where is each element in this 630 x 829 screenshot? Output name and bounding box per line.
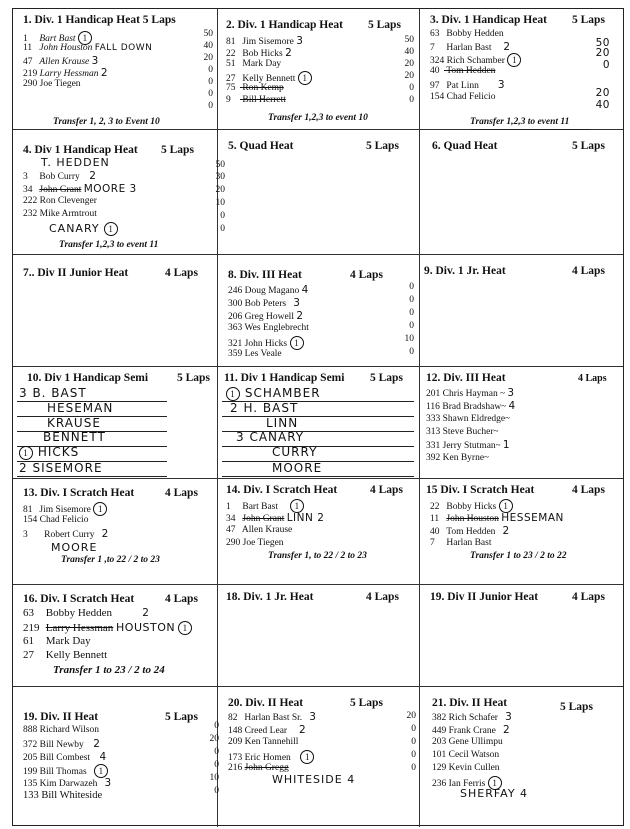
racer-row: 246 Doug Magano 4 — [228, 284, 309, 296]
handwritten-name: SHERFAY 4 — [460, 787, 529, 800]
event-4-cell — [13, 130, 225, 255]
points: 50 — [215, 160, 225, 170]
event-9-cell — [420, 255, 623, 367]
laps-label: 5 Laps — [165, 711, 198, 723]
racer-row: 219 Larry Hessman 2 — [23, 67, 109, 79]
transfer-note: Transfer 1, to 22 / 2 to 23 — [268, 551, 367, 561]
transfer-note: Transfer 1 to 23 / 2 to 24 — [53, 664, 165, 676]
racer-row: 133 Bill Whiteside — [23, 790, 103, 801]
racer-row: 75 Ron Kemp — [226, 83, 284, 93]
handwritten-note: 2 — [100, 67, 109, 79]
event-title: 12. Div. III Heat — [426, 372, 506, 384]
points: 0 — [220, 224, 225, 234]
laps-label: 4 Laps — [350, 269, 383, 281]
place-circle: 1 — [507, 53, 521, 67]
points: 0 — [208, 77, 213, 87]
racer-row: 81 Jim Sisemore 1 — [23, 502, 107, 516]
handwritten-name: MOORE — [51, 541, 98, 554]
event-title: 15 Div. I Scratch Heat — [426, 484, 535, 496]
semi-entry: BENNETT — [43, 430, 106, 444]
laps-label: 4 Laps — [572, 484, 605, 496]
racer-row: 63 Bobby Hedden 2 — [23, 607, 150, 619]
semi-entry: 1 SCHAMBER — [226, 386, 321, 401]
event-15-cell — [420, 479, 623, 585]
racer-row: 82 Harlan Bast Sr. 3 — [228, 711, 317, 723]
semi-entry: LINN — [266, 416, 299, 430]
handwritten-note: 2 — [101, 528, 109, 540]
racer-row: 27 Kelly Bennett 1 — [226, 71, 312, 85]
event-title: 20. Div. II Heat — [228, 697, 304, 709]
handwritten-note: 3 — [497, 79, 506, 91]
place-circle: 1 — [94, 764, 108, 778]
handwritten-note: HOUSTON — [116, 621, 176, 634]
points: 20 — [215, 185, 225, 195]
handwritten-note: HESSEMAN — [501, 512, 564, 524]
semi-entry: MOORE — [272, 461, 323, 475]
place-circle: 1 — [226, 387, 240, 401]
handwritten-note: LINN 2 — [286, 512, 325, 524]
event-title: 1. Div. 1 Handicap Heat 5 Laps — [23, 14, 176, 26]
racer-row: 3 Bob Curry 2 — [23, 170, 97, 182]
points: 0 — [409, 83, 414, 93]
racer-row: 81 Jim Sisemore 3 — [226, 35, 304, 47]
handwritten-name: CANARY 1 — [49, 222, 118, 236]
event-8-cell — [218, 255, 420, 367]
points: 20 — [404, 59, 414, 69]
points: 0 — [409, 347, 414, 357]
underline — [222, 476, 414, 477]
racer-row: 232 Mike Armtrout — [23, 209, 97, 219]
laps-label: 4 Laps — [370, 484, 403, 496]
racer-row: 7 Harlan Bast 2 — [430, 41, 511, 53]
racer-row: 3 Robert Curry 2 — [23, 528, 109, 540]
points: 0 — [411, 750, 416, 760]
event-19-cell — [13, 687, 218, 827]
handwritten-note: 4 — [508, 400, 516, 412]
racer-row: 290 Joe Tiegen — [226, 538, 284, 548]
event-2-cell — [218, 9, 420, 130]
racer-row: 154 Chad Felicio — [23, 515, 89, 525]
semi-entry: KRAUSE — [47, 416, 101, 430]
event-6-cell — [420, 130, 623, 255]
laps-label: 4 Laps — [165, 593, 198, 605]
handwritten-note: 2 — [93, 738, 101, 750]
racer-row: 203 Gene Ullimpu — [432, 737, 503, 747]
laps-label: 5 Laps — [572, 14, 605, 26]
racer-row: 888 Richard Wilson — [23, 725, 99, 735]
racer-row: 449 Frank Crane 2 — [432, 724, 511, 736]
racer-row: 47 Allen Krause 3 — [23, 55, 99, 67]
racer-row: 40 Tom Hedden — [430, 66, 496, 76]
event-title: 19. Div. II Heat — [23, 711, 99, 723]
semi-entry: CURRY — [272, 445, 318, 459]
event-18-cell — [218, 585, 420, 687]
place-circle: 1 — [178, 621, 192, 635]
racer-row: 219 Larry Hessman HOUSTON 1 — [23, 621, 192, 635]
event-title: 3. Div. 1 Handicap Heat — [430, 14, 547, 26]
handwritten-note: 1 — [502, 439, 511, 451]
place-circle: 1 — [290, 336, 304, 350]
racer-row: 40 Tom Hedden 2 — [430, 525, 510, 537]
racer-row: 359 Les Veale — [228, 349, 282, 359]
racer-row: 216 John Gregg — [228, 763, 289, 773]
handwritten-note: 3 — [505, 711, 513, 723]
racer-row: 236 Ian Ferris 1 — [432, 776, 502, 790]
semi-entry: HESEMAN — [47, 401, 114, 415]
racer-row: 1 Bart Bast 1 — [23, 31, 92, 45]
event-5-cell — [218, 130, 420, 255]
points: 40 — [203, 41, 213, 51]
handwritten-note: 2 — [502, 724, 511, 736]
heat-sheet — [12, 8, 624, 826]
racer-row: 11 John Houston FALL DOWN — [23, 43, 153, 53]
laps-label: 4 Laps — [165, 487, 198, 499]
event-title: 16. Div. I Scratch Heat — [23, 593, 135, 605]
handwritten-note: 3 — [507, 387, 515, 399]
points: 20 — [595, 47, 610, 59]
event-21-cell — [420, 687, 623, 827]
underline — [17, 476, 167, 477]
handwritten-note: 3 — [296, 35, 304, 47]
racer-row: 363 Wes Englebrecht — [228, 323, 309, 333]
racer-row: 101 Cecil Watson — [432, 750, 500, 760]
racer-row: 116 Brad Bradshaw~ 4 — [426, 400, 516, 412]
racer-row: 313 Steve Bucher~ — [426, 426, 499, 437]
racer-row: 331 Jerry Stutman~ 1 — [426, 439, 511, 451]
racer-row: 392 Ken Byrne~ — [426, 452, 489, 463]
racer-row: 209 Ken Tannehill — [228, 737, 299, 747]
semi-entry: 2 H. BAST — [230, 401, 299, 415]
points: 0 — [409, 308, 414, 318]
laps-label: 5 Laps — [161, 144, 194, 156]
racer-row: 382 Rich Schafer 3 — [432, 711, 513, 723]
event-title: 18. Div. 1 Jr. Heat — [226, 591, 314, 603]
handwritten-note: 3 — [293, 297, 301, 309]
racer-row: 9 Bill Herrett — [226, 95, 286, 105]
handwritten-note: 2 — [285, 47, 293, 59]
semi-entry: 3 CANARY — [236, 430, 305, 444]
racer-row: 372 Bill Newby 2 — [23, 738, 101, 750]
event-12-cell — [420, 367, 623, 479]
transfer-note: Transfer 1, 2, 3 to Event 10 — [53, 117, 160, 127]
points: 20 — [406, 711, 416, 721]
racer-row: 97 Pat Linn 3 — [430, 79, 506, 91]
laps-label: 5 Laps — [177, 372, 210, 384]
laps-label: 4 Laps — [578, 373, 607, 384]
event-title: 14. Div. I Scratch Heat — [226, 484, 338, 496]
event-11-cell — [218, 367, 420, 479]
points: 0 — [214, 721, 219, 731]
racer-row: 1 Bart Bast 1 — [226, 499, 304, 513]
handwritten-note: 2 — [503, 41, 511, 53]
racer-row: 34 John Grant LINN 2 — [226, 512, 325, 524]
event-7-cell — [13, 255, 218, 367]
points: 0 — [214, 760, 219, 770]
racer-row: 22 Bobby Hicks 1 — [430, 499, 513, 513]
points: 30 — [215, 172, 225, 182]
event-title: 9. Div. 1 Jr. Heat — [424, 265, 506, 277]
event-title: 21. Div. II Heat — [432, 697, 508, 709]
points: 20 — [595, 87, 610, 99]
laps-label: 5 Laps — [368, 19, 401, 31]
points: 10 — [215, 198, 225, 208]
event-title: 10. Div 1 Handicap Semi — [27, 372, 149, 384]
place-circle: 1 — [300, 750, 314, 764]
handwritten-note: FALL DOWN — [94, 43, 153, 53]
event-3-cell — [420, 9, 623, 130]
place-circle: 1 — [93, 502, 107, 516]
racer-row: 199 Bill Thomas 1 — [23, 764, 108, 778]
laps-label: 4 Laps — [366, 591, 399, 603]
transfer-note: Transfer 1 to 23 / 2 to 22 — [470, 551, 567, 561]
handwritten-note: 3 — [104, 777, 112, 789]
transfer-note: Transfer 1,2,3 to event 11 — [470, 117, 570, 127]
laps-label: 5 Laps — [560, 701, 593, 713]
transfer-note: Transfer 1,2,3 to event 11 — [59, 240, 159, 250]
event-1-cell — [13, 9, 218, 130]
handwritten-note: 2 — [296, 310, 304, 322]
racer-row: 27 Kelly Bennett — [23, 649, 108, 661]
handwritten-note: MOORE 3 — [83, 183, 137, 195]
event-20-cell — [218, 687, 420, 827]
place-circle: 1 — [298, 71, 312, 85]
racer-row: 22 Bob Hicks 2 — [226, 47, 293, 59]
racer-row: 129 Kevin Cullen — [432, 763, 500, 773]
points: 50 — [203, 29, 213, 39]
place-circle: 1 — [104, 222, 118, 236]
handwritten-name: WHITESIDE 4 — [272, 773, 356, 786]
event-title: 4. Div 1 Handicap Heat — [23, 144, 138, 156]
racer-row: 290 Joe Tiegen — [23, 79, 81, 89]
points: 0 — [409, 282, 414, 292]
points: 40 — [595, 99, 610, 111]
event-title: 13. Div. I Scratch Heat — [23, 487, 135, 499]
points: 50 — [595, 37, 610, 49]
handwritten-note: 2 — [502, 525, 510, 537]
points: 0 — [409, 95, 414, 105]
points: 0 — [208, 101, 213, 111]
racer-row: 47 Allen Krause — [226, 525, 293, 535]
racer-row: 333 Shawn Eldredge~ — [426, 413, 511, 424]
points: 0 — [411, 724, 416, 734]
points: 0 — [409, 321, 414, 331]
racer-row: 148 Creed Lear 2 — [228, 724, 307, 736]
laps-label: 4 Laps — [165, 267, 198, 279]
points: 20 — [404, 71, 414, 81]
laps-label: 5 Laps — [350, 697, 383, 709]
event-title: 11. Div 1 Handicap Semi — [224, 372, 345, 384]
place-circle: 1 — [19, 446, 33, 460]
racer-row: 135 Kim Darwazeh 3 — [23, 777, 112, 789]
points: 0 — [208, 89, 213, 99]
racer-row: 205 Bill Combest 4 — [23, 751, 107, 763]
points: 0 — [214, 747, 219, 757]
event-title: 8. Div. III Heat — [228, 269, 302, 281]
racer-row: 7 Harlan Bast — [430, 538, 492, 548]
handwritten-note: 2 — [298, 724, 307, 736]
handwritten-name: T. HEDDEN — [41, 156, 110, 169]
laps-label: 5 Laps — [370, 372, 403, 384]
event-title: 19. Div II Junior Heat — [430, 591, 539, 603]
event-14-cell — [218, 479, 420, 585]
racer-row: 222 Ron Clevenger — [23, 196, 97, 206]
handwritten-note: 4 — [301, 284, 309, 296]
laps-label: 4 Laps — [572, 591, 605, 603]
handwritten-note: 2 — [89, 170, 97, 182]
racer-row: 34 John Grant MOORE 3 — [23, 183, 137, 195]
transfer-note: Transfer 1 ,to 22 / 2 to 23 — [61, 555, 160, 565]
place-circle: 1 — [488, 776, 502, 790]
event-10-cell — [13, 367, 218, 479]
points: 0 — [214, 786, 219, 796]
laps-label: 5 Laps — [572, 140, 605, 152]
event-title: 6. Quad Heat — [432, 140, 498, 152]
handwritten-note: 3 — [91, 55, 99, 67]
handwritten-note: 2 — [142, 607, 150, 619]
event-title: 2. Div. 1 Handicap Heat — [226, 19, 343, 31]
racer-row: 206 Greg Howell 2 — [228, 310, 304, 322]
semi-entry: 1 HICKS — [19, 445, 79, 460]
points: 10 — [209, 773, 219, 783]
points: 0 — [220, 211, 225, 221]
points: 0 — [208, 65, 213, 75]
event-title: 5. Quad Heat — [228, 140, 294, 152]
points: 0 — [602, 59, 610, 71]
event-19-junior-cell — [420, 585, 623, 687]
racer-row: 63 Bobby Hedden — [430, 29, 504, 39]
racer-row: 321 John Hicks 1 — [228, 336, 304, 350]
handwritten-note: 4 — [99, 751, 107, 763]
place-circle: 1 — [290, 499, 304, 513]
event-16-cell — [13, 585, 218, 687]
racer-row: 11 John Houston HESSEMAN — [430, 512, 564, 524]
points: 0 — [411, 763, 416, 773]
handwritten-note: 3 — [309, 711, 317, 723]
points: 20 — [203, 53, 213, 63]
points: 10 — [404, 334, 414, 344]
place-circle: 1 — [499, 499, 513, 513]
underline — [222, 446, 414, 447]
underline — [222, 416, 414, 417]
racer-row: 51 Mark Day — [226, 59, 282, 69]
laps-label: 4 Laps — [572, 265, 605, 277]
racer-row: 300 Bob Peters 3 — [228, 297, 301, 309]
points: 20 — [209, 734, 219, 744]
transfer-note: Transfer 1,2,3 to event 10 — [268, 113, 368, 123]
points: 0 — [411, 737, 416, 747]
points: 0 — [409, 295, 414, 305]
place-circle: 1 — [78, 31, 92, 45]
racer-row: 324 Rich Schamber 1 — [430, 53, 521, 67]
racer-row: 173 Eric Homen 1 — [228, 750, 314, 764]
laps-label: 5 Laps — [366, 140, 399, 152]
semi-entry: 2 SISEMORE — [19, 461, 103, 475]
points: 50 — [404, 35, 414, 45]
points: 40 — [404, 47, 414, 57]
racer-row: 201 Chris Hayman ~ 3 — [426, 387, 515, 399]
racer-row: 61 Mark Day — [23, 635, 91, 647]
semi-entry: 3 B. BAST — [19, 386, 87, 400]
racer-row: 154 Chad Felicio — [430, 92, 496, 102]
event-13-cell — [13, 479, 218, 585]
event-title: 7.. Div II Junior Heat — [23, 267, 129, 279]
